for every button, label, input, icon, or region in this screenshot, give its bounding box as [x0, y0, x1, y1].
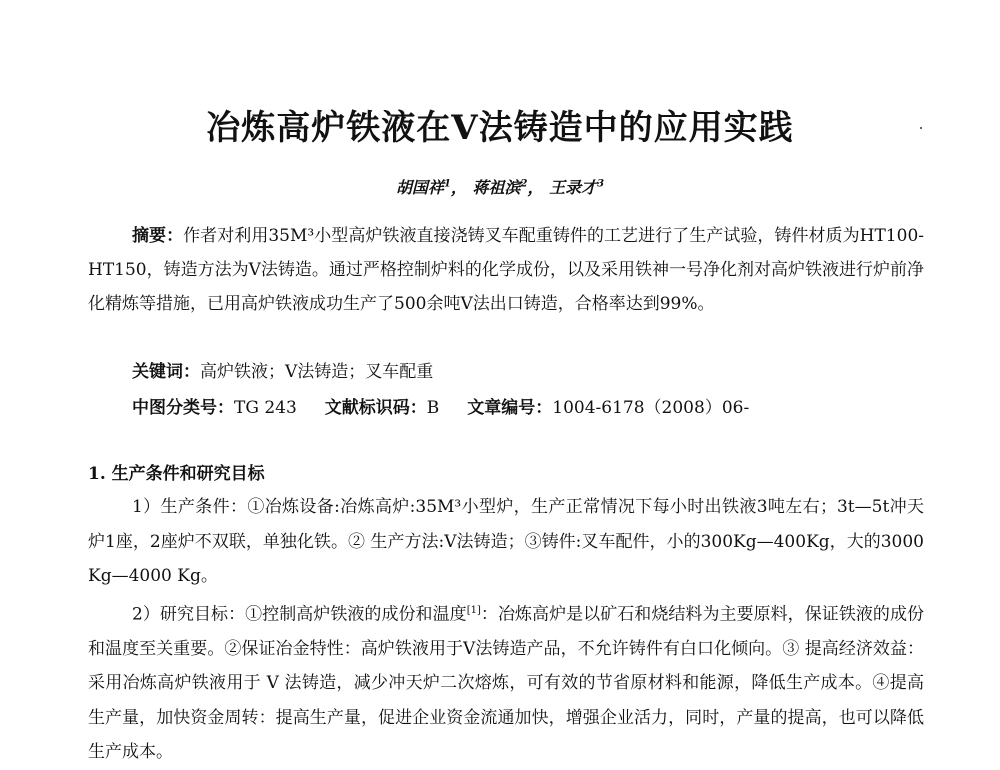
scan-speck — [920, 127, 922, 129]
keywords-label: 关键词： — [132, 362, 200, 382]
author-affiliation-mark: 1 — [443, 178, 451, 190]
section-heading: 1. 生产条件和研究目标 — [88, 464, 265, 484]
abstract — [88, 219, 924, 321]
abstract-text: 作者对利用35M³小型高炉铁液直接浇铸叉车配重铸件的工艺进行了生产试验，铸件材质为HT100-HT150，铸造方法为V法铸造。通过严格控制炉料的化学成份，以及采用铁神一号净化剂对高炉铁液进行炉前净化精炼等措施，已用高炉铁液成功生产了500余吨V法出口铸造，合格率达到99%。 — [88, 226, 924, 314]
doc-code-value: B — [426, 398, 440, 418]
classification-line — [132, 393, 922, 423]
author-affiliation-mark: 2 — [520, 178, 528, 190]
abstract-label: 摘要： — [132, 226, 184, 246]
citation-ref: [1] — [466, 604, 481, 616]
paragraph-text: 2）研究目标：①控制高炉铁液的成份和温度 — [132, 604, 467, 625]
author-affiliation-mark: 3 — [597, 178, 605, 190]
paper-title: 冶炼高炉铁液在V法铸造中的应用实践 — [206, 108, 794, 148]
keywords — [132, 357, 922, 387]
clc-label: 中图分类号： — [132, 398, 234, 418]
article-number-label: 文章编号： — [467, 398, 553, 418]
author-name: 蒋祖滨 — [472, 178, 521, 197]
keywords-text: 高炉铁液；V法铸造；叉车配重 — [200, 362, 434, 382]
author-line: 胡国祥$^1$， 蒋祖滨$^2$， 王录才$^3$ — [395, 178, 605, 197]
clc-value: TG 243 — [234, 398, 297, 418]
paragraph-text: ：冶炼高炉是以矿石和烧结料为主要原料，保证铁液的成份和温度至关重要。②保证冶金特性：高炉铁液用于V法铸造产品，不允许铸件有白口化倾向。③ 提高经济效益：采用冶炼高炉铁液用于 V 法铸造，减少冲天炉二次熔炼，可有效的节省原材料和能源，降低生产成本。④提高生产量，加快资金周转：提高生产量，促进企业资金流通加快，增强企业活力，同时，产量的提高，也可以降低生产成本。 — [88, 604, 924, 763]
paragraph-research-goals — [88, 594, 924, 770]
author-name: 王录才 — [549, 178, 598, 197]
author-name: 胡国祥 — [395, 178, 444, 197]
section-body — [88, 490, 924, 770]
paragraph-production-conditions: 1）生产条件：①冶炼设备:冶炼高炉:35M³小型炉，生产正常情况下每小时出铁液3吨左右；3t—5t冲天炉1座，2座炉不双联，单独化铁。② 生产方法:V法铸造；③铸件:叉车配件，小的300Kg—400Kg，大的3000 Kg—4000 Kg。 — [88, 497, 924, 586]
doc-code-label: 文献标识码： — [324, 398, 427, 418]
article-number-value: 1004-6178（2008）06- — [552, 398, 750, 418]
